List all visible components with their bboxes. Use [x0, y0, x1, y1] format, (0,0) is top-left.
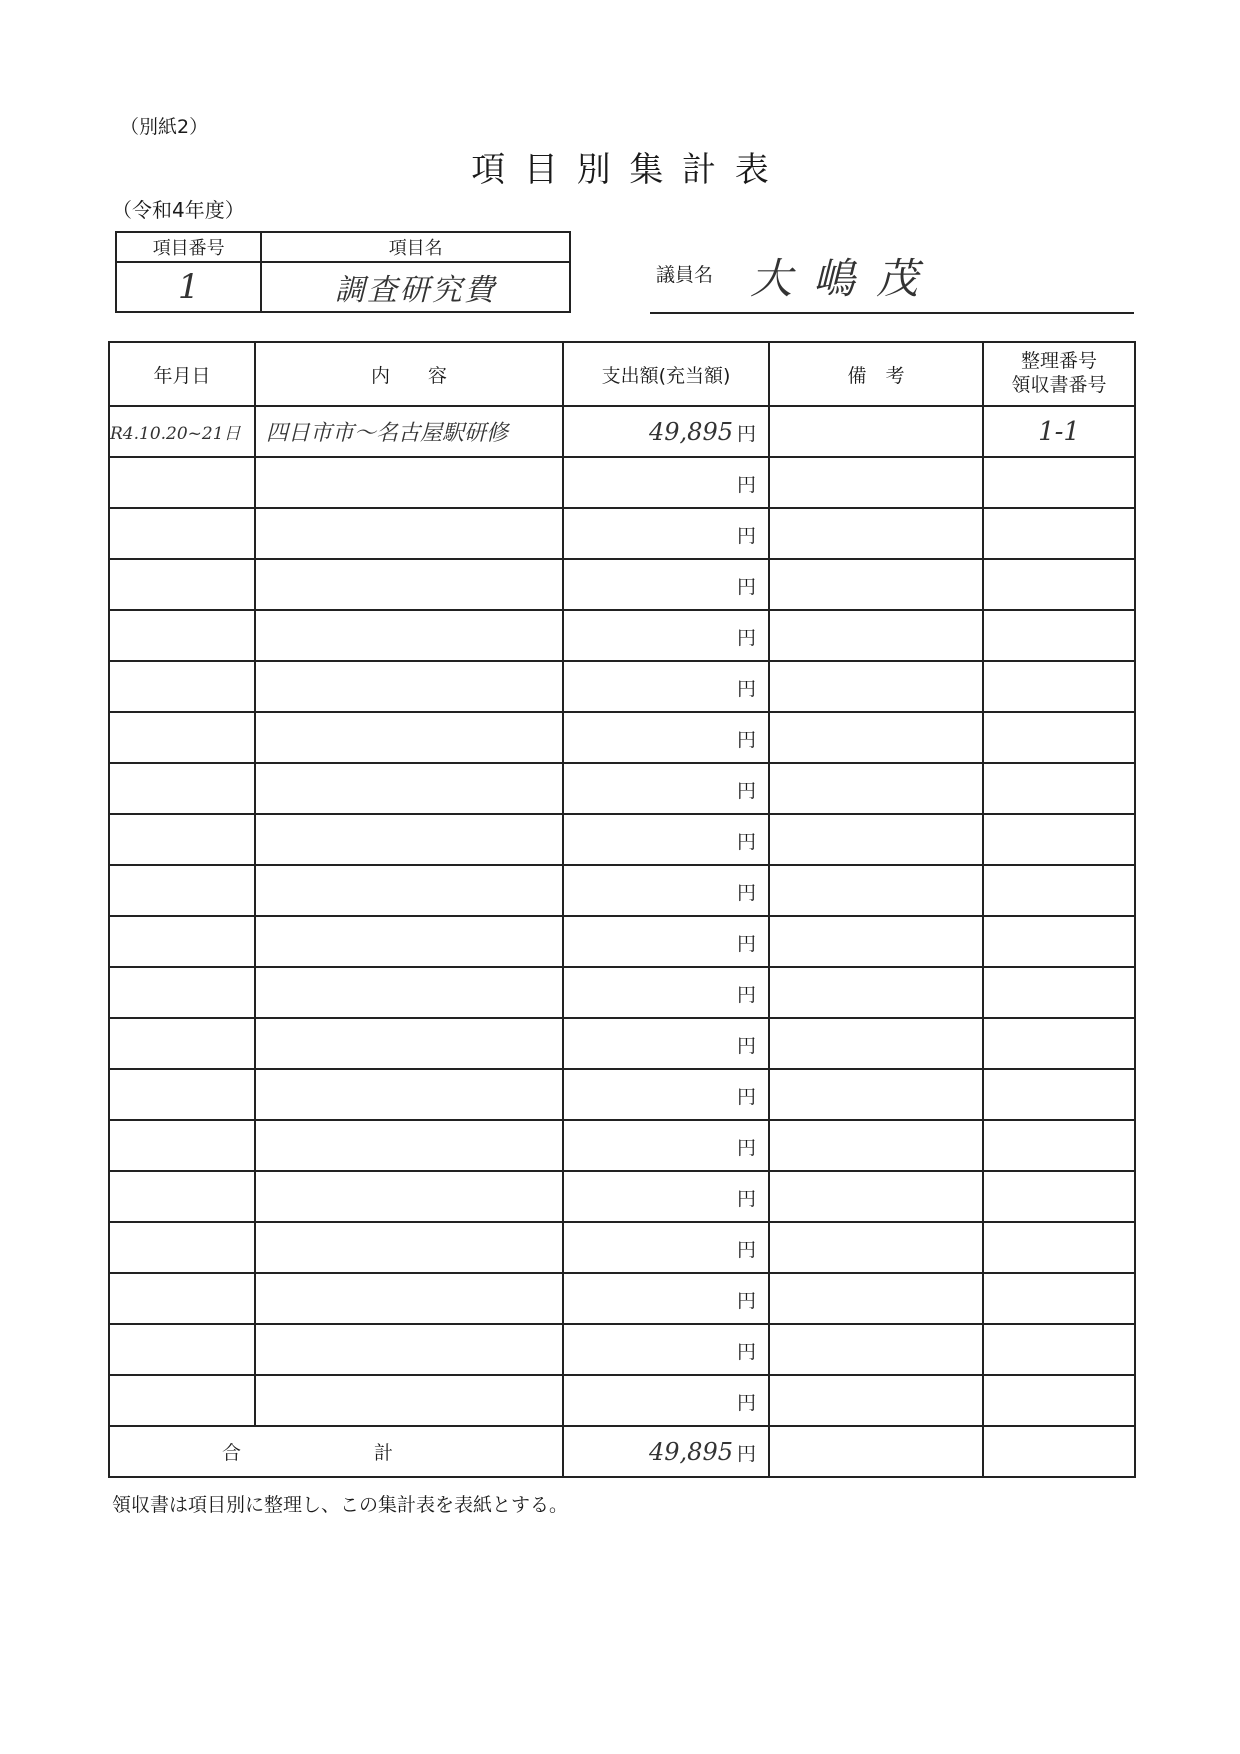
reference-cell	[983, 1273, 1135, 1324]
remarks-column-header: 備 考	[769, 342, 983, 406]
table-row	[109, 457, 1135, 508]
item-info-table	[115, 231, 571, 313]
item-number-value: 1	[116, 262, 261, 312]
table-row	[109, 1069, 1135, 1120]
reference-cell	[983, 763, 1135, 814]
amount-cell	[563, 1018, 769, 1069]
reference-cell	[983, 967, 1135, 1018]
footnote: 領収書は項目別に整理し、この集計表を表紙とする。	[112, 1494, 569, 1516]
amount-cell	[563, 1273, 769, 1324]
member-underline	[650, 312, 1134, 314]
amount-cell	[563, 967, 769, 1018]
amount-cell	[563, 1222, 769, 1273]
content-cell	[255, 1120, 563, 1171]
yen-unit: 円	[736, 932, 756, 955]
table-row	[109, 1324, 1135, 1375]
date-cell	[109, 1018, 255, 1069]
remarks-cell	[769, 967, 983, 1018]
reference-cell	[983, 1018, 1135, 1069]
table-row	[109, 1120, 1135, 1171]
remarks-cell	[769, 916, 983, 967]
yen-unit: 円	[736, 422, 756, 445]
item-name-value: 調査研究費	[261, 262, 570, 312]
content-cell	[255, 508, 563, 559]
total-amount: 49,895	[649, 1437, 733, 1466]
date-cell	[109, 865, 255, 916]
remarks-cell	[769, 763, 983, 814]
content-cell	[255, 967, 563, 1018]
remarks-cell	[769, 1069, 983, 1120]
total-amount-cell	[563, 1426, 769, 1477]
content-cell	[255, 1375, 563, 1426]
remarks-cell	[769, 1171, 983, 1222]
remarks-cell	[769, 814, 983, 865]
date-cell	[109, 661, 255, 712]
table-row	[109, 1222, 1135, 1273]
content-cell	[255, 1222, 563, 1273]
remarks-cell	[769, 1324, 983, 1375]
reference-cell	[983, 559, 1135, 610]
fiscal-year: （令和4年度）	[112, 198, 245, 222]
reference-cell	[983, 1171, 1135, 1222]
amount-cell	[563, 1171, 769, 1222]
yen-unit: 円	[736, 626, 756, 649]
total-reference-cell	[983, 1426, 1135, 1477]
table-row	[109, 712, 1135, 763]
amount-column-header: 支出額(充当額)	[563, 342, 769, 406]
date-cell	[109, 1222, 255, 1273]
reference-cell	[983, 916, 1135, 967]
yen-unit: 円	[736, 677, 756, 700]
yen-unit: 円	[736, 1136, 756, 1159]
date-cell	[109, 967, 255, 1018]
remarks-cell	[769, 865, 983, 916]
yen-unit: 円	[736, 830, 756, 853]
yen-unit: 円	[736, 1034, 756, 1057]
amount-cell	[563, 661, 769, 712]
amount-cell	[563, 559, 769, 610]
content-cell	[255, 661, 563, 712]
yen-unit: 円	[736, 1085, 756, 1108]
content-cell	[255, 1069, 563, 1120]
content-column-header: 内 容	[255, 342, 563, 406]
reference-cell	[983, 865, 1135, 916]
remarks-cell	[769, 1273, 983, 1324]
amount-cell	[563, 916, 769, 967]
amount-cell	[563, 712, 769, 763]
reference-cell	[983, 1069, 1135, 1120]
table-row	[109, 1375, 1135, 1426]
reference-cell: 1-1	[983, 406, 1135, 457]
content-cell	[255, 916, 563, 967]
table-row	[109, 406, 1135, 457]
yen-unit: 円	[736, 575, 756, 598]
item-name-header: 項目名	[261, 232, 570, 262]
date-cell	[109, 712, 255, 763]
content-cell	[255, 1171, 563, 1222]
yen-unit: 円	[736, 524, 756, 547]
yen-unit: 円	[736, 1391, 756, 1414]
amount-value: 49,895	[649, 417, 733, 446]
table-row	[109, 967, 1135, 1018]
member-name: 大嶋茂	[750, 254, 940, 303]
yen-unit: 円	[736, 983, 756, 1006]
date-cell	[109, 1273, 255, 1324]
remarks-cell	[769, 406, 983, 457]
date-cell	[109, 1324, 255, 1375]
total-row	[109, 1426, 1135, 1477]
content-cell: 四日市市〜名古屋駅研修	[255, 406, 563, 457]
table-row	[109, 508, 1135, 559]
amount-cell	[563, 406, 769, 457]
member-label: 議員名	[656, 264, 714, 286]
amount-cell	[563, 763, 769, 814]
yen-unit: 円	[736, 473, 756, 496]
content-cell	[255, 610, 563, 661]
amount-cell	[563, 865, 769, 916]
content-cell	[255, 1324, 563, 1375]
reference-cell	[983, 814, 1135, 865]
table-row	[109, 865, 1135, 916]
date-cell: R4.10.20~21日	[109, 406, 255, 457]
amount-cell	[563, 610, 769, 661]
amount-cell	[563, 508, 769, 559]
reference-column-header	[983, 342, 1135, 406]
reference-cell	[983, 1375, 1135, 1426]
content-cell	[255, 1273, 563, 1324]
date-cell	[109, 916, 255, 967]
total-label: 合 計	[109, 1426, 563, 1477]
amount-cell	[563, 457, 769, 508]
yen-unit: 円	[736, 1289, 756, 1312]
remarks-cell	[769, 712, 983, 763]
remarks-cell	[769, 457, 983, 508]
table-row	[109, 814, 1135, 865]
total-yen-unit: 円	[736, 1442, 756, 1465]
yen-unit: 円	[736, 779, 756, 802]
remarks-cell	[769, 610, 983, 661]
date-cell	[109, 610, 255, 661]
table-row	[109, 559, 1135, 610]
table-row	[109, 916, 1135, 967]
content-cell	[255, 1018, 563, 1069]
yen-unit: 円	[736, 1238, 756, 1261]
content-cell	[255, 457, 563, 508]
amount-cell	[563, 1324, 769, 1375]
remarks-cell	[769, 1222, 983, 1273]
reference-cell	[983, 508, 1135, 559]
table-row	[109, 1171, 1135, 1222]
remarks-cell	[769, 559, 983, 610]
item-number-header: 項目番号	[116, 232, 261, 262]
table-row	[109, 610, 1135, 661]
remarks-cell	[769, 661, 983, 712]
yen-unit: 円	[736, 728, 756, 751]
date-cell	[109, 763, 255, 814]
date-cell	[109, 1069, 255, 1120]
reference-cell	[983, 1120, 1135, 1171]
attachment-label: （別紙2）	[120, 116, 209, 138]
page-title: 項目別集計表	[471, 150, 788, 190]
yen-unit: 円	[736, 1340, 756, 1363]
remarks-cell	[769, 1375, 983, 1426]
reference-cell	[983, 712, 1135, 763]
reference-cell	[983, 610, 1135, 661]
date-cell	[109, 1375, 255, 1426]
reference-cell	[983, 1222, 1135, 1273]
date-cell	[109, 508, 255, 559]
content-cell	[255, 712, 563, 763]
amount-cell	[563, 814, 769, 865]
content-cell	[255, 559, 563, 610]
reference-cell	[983, 457, 1135, 508]
table-row	[109, 1018, 1135, 1069]
table-row	[109, 661, 1135, 712]
total-remarks-cell	[769, 1426, 983, 1477]
date-cell	[109, 814, 255, 865]
expense-table-header	[109, 342, 1135, 406]
table-row	[109, 763, 1135, 814]
expense-table	[108, 341, 1136, 1478]
remarks-cell	[769, 1120, 983, 1171]
remarks-cell	[769, 1018, 983, 1069]
reference-header-line2: 領収書番号	[1011, 374, 1107, 396]
date-cell	[109, 1171, 255, 1222]
reference-header-line1: 整理番号	[1020, 350, 1097, 373]
date-cell	[109, 559, 255, 610]
remarks-cell	[769, 508, 983, 559]
reference-cell	[983, 1324, 1135, 1375]
amount-cell	[563, 1120, 769, 1171]
table-row	[109, 1273, 1135, 1324]
amount-cell	[563, 1375, 769, 1426]
date-cell	[109, 457, 255, 508]
date-column-header: 年月日	[109, 342, 255, 406]
amount-cell	[563, 1069, 769, 1120]
reference-cell	[983, 661, 1135, 712]
yen-unit: 円	[736, 881, 756, 904]
yen-unit: 円	[736, 1187, 756, 1210]
content-cell	[255, 763, 563, 814]
content-cell	[255, 814, 563, 865]
content-cell	[255, 865, 563, 916]
date-cell	[109, 1120, 255, 1171]
